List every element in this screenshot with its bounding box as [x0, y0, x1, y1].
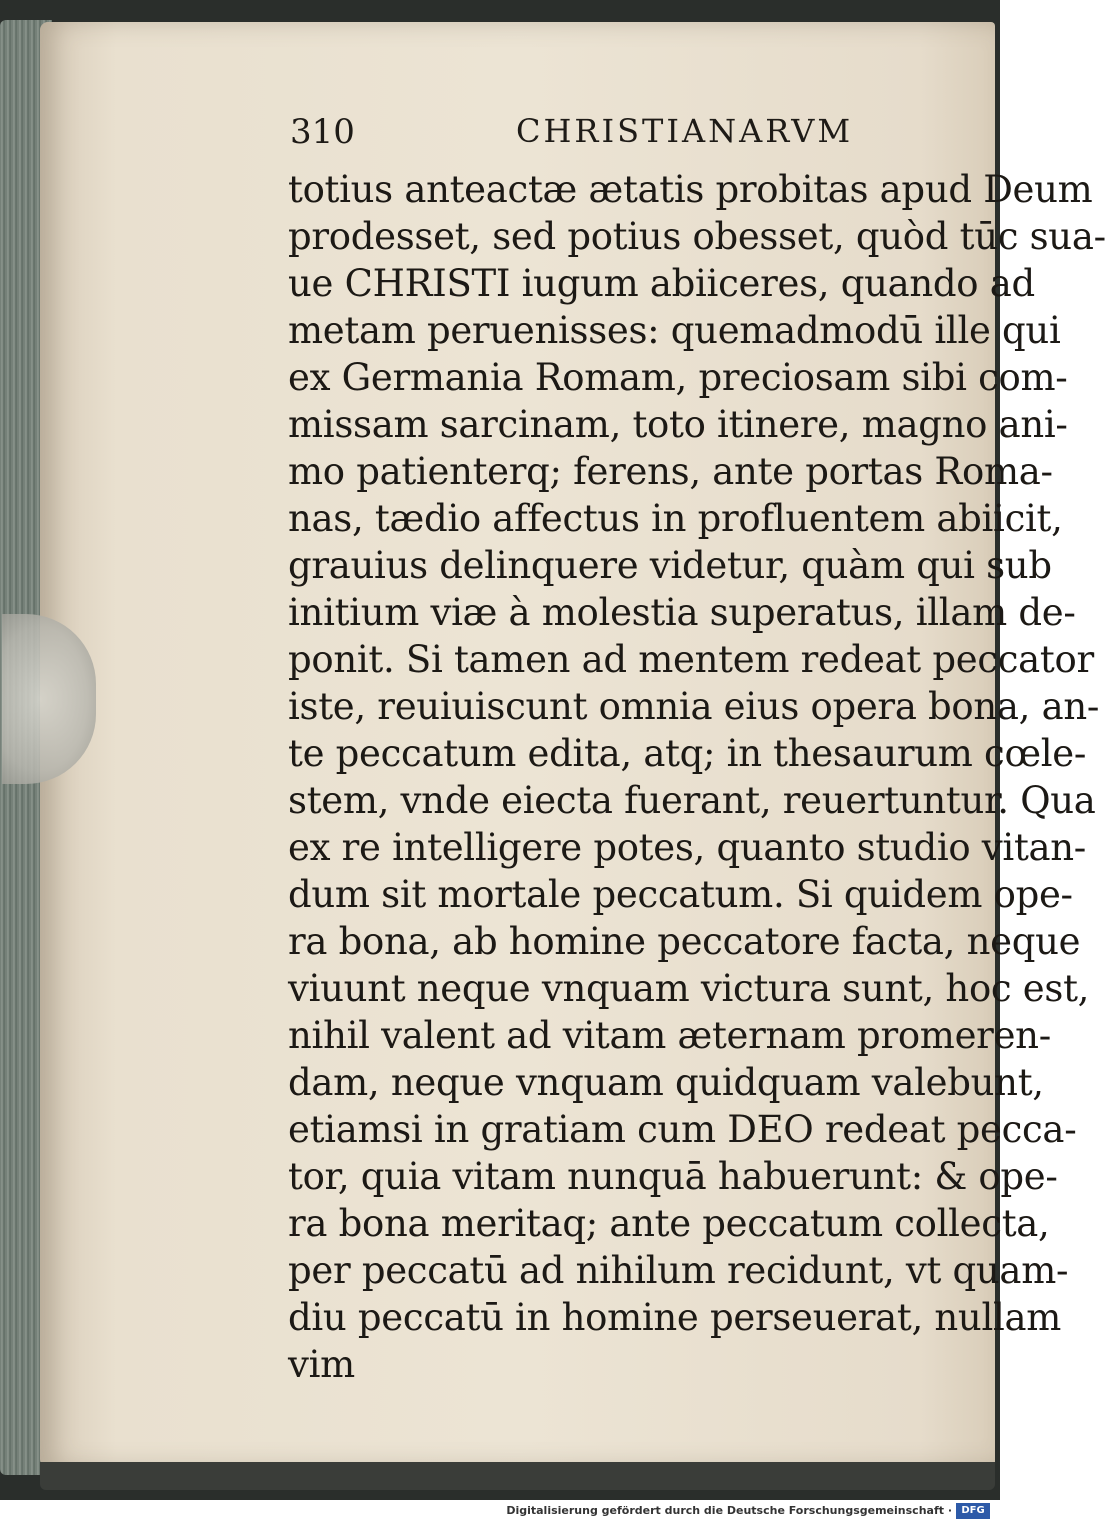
text-line: initium viæ à molestia superatus, illam de- [288, 591, 1076, 634]
text-line: nas, tædio affectus in profluentem abiicit, [288, 497, 1063, 540]
text-line: grauius delinquere videtur, quàm qui sub [288, 544, 1052, 587]
text-line: ex re intelligere potes, quanto studio vitan- [288, 826, 1087, 869]
text-line: diu peccatū in homine perseuerat, nullam [288, 1296, 1062, 1339]
dfg-logo: DFG [956, 1503, 990, 1519]
text-line: viuunt neque vnquam victura sunt, hoc est, [288, 967, 1090, 1010]
text-line: dum sit mortale peccatum. Si quidem ope- [288, 873, 1073, 916]
running-title: CHRISTIANARVM [516, 112, 854, 150]
footer-bar [0, 1500, 1000, 1523]
text-line: ue CHRISTI iugum abiiceres, quando ad [288, 262, 1035, 305]
text-line: totius anteactæ ætatis probitas apud Deum [288, 168, 1093, 211]
text-line: metam peruenisses: quemadmodū ille qui [288, 309, 1061, 352]
text-line: prodesset, sed potius obesset, quòd tūc sua- [288, 215, 1106, 258]
text-line: mo patienterq; ferens, ante portas Roma- [288, 450, 1053, 493]
text-line: te peccatum edita, atq; in thesaurum cœle- [288, 732, 1087, 775]
page-header [290, 106, 890, 156]
page-bottom-shadow [40, 1462, 995, 1490]
text-line: stem, vnde eiecta fuerant, reuertuntur. Qua [288, 779, 1096, 822]
text-line: etiamsi in gratiam cum DEO redeat pecca- [288, 1108, 1077, 1151]
body-text [288, 166, 1106, 1388]
text-line: ra bona, ab homine peccatore facta, neque [288, 920, 1081, 963]
footer-credit: Digitalisierung gefördert durch die Deutsche Forschungsgemeinschaft · [506, 1504, 952, 1517]
text-line: per peccatū ad nihilum recidunt, vt quam- [288, 1249, 1069, 1292]
page-number: 310 [290, 112, 355, 152]
text-line: iste, reuiuiscunt omnia eius opera bona, an- [288, 685, 1100, 728]
text-line: nihil valent ad vitam æternam promeren- [288, 1014, 1051, 1057]
text-line: tor, quia vitam nunquā habuerunt: & ope- [288, 1155, 1058, 1198]
text-line: ponit. Si tamen ad mentem redeat peccator [288, 638, 1094, 681]
text-line: missam sarcinam, toto itinere, magno ani- [288, 403, 1068, 446]
text-line: dam, neque vnquam quidquam valebunt, [288, 1061, 1044, 1104]
text-line: vim [288, 1343, 355, 1386]
text-line: ra bona meritaq; ante peccatum collecta, [288, 1202, 1050, 1245]
text-line: ex Germania Romam, preciosam sibi com- [288, 356, 1068, 399]
